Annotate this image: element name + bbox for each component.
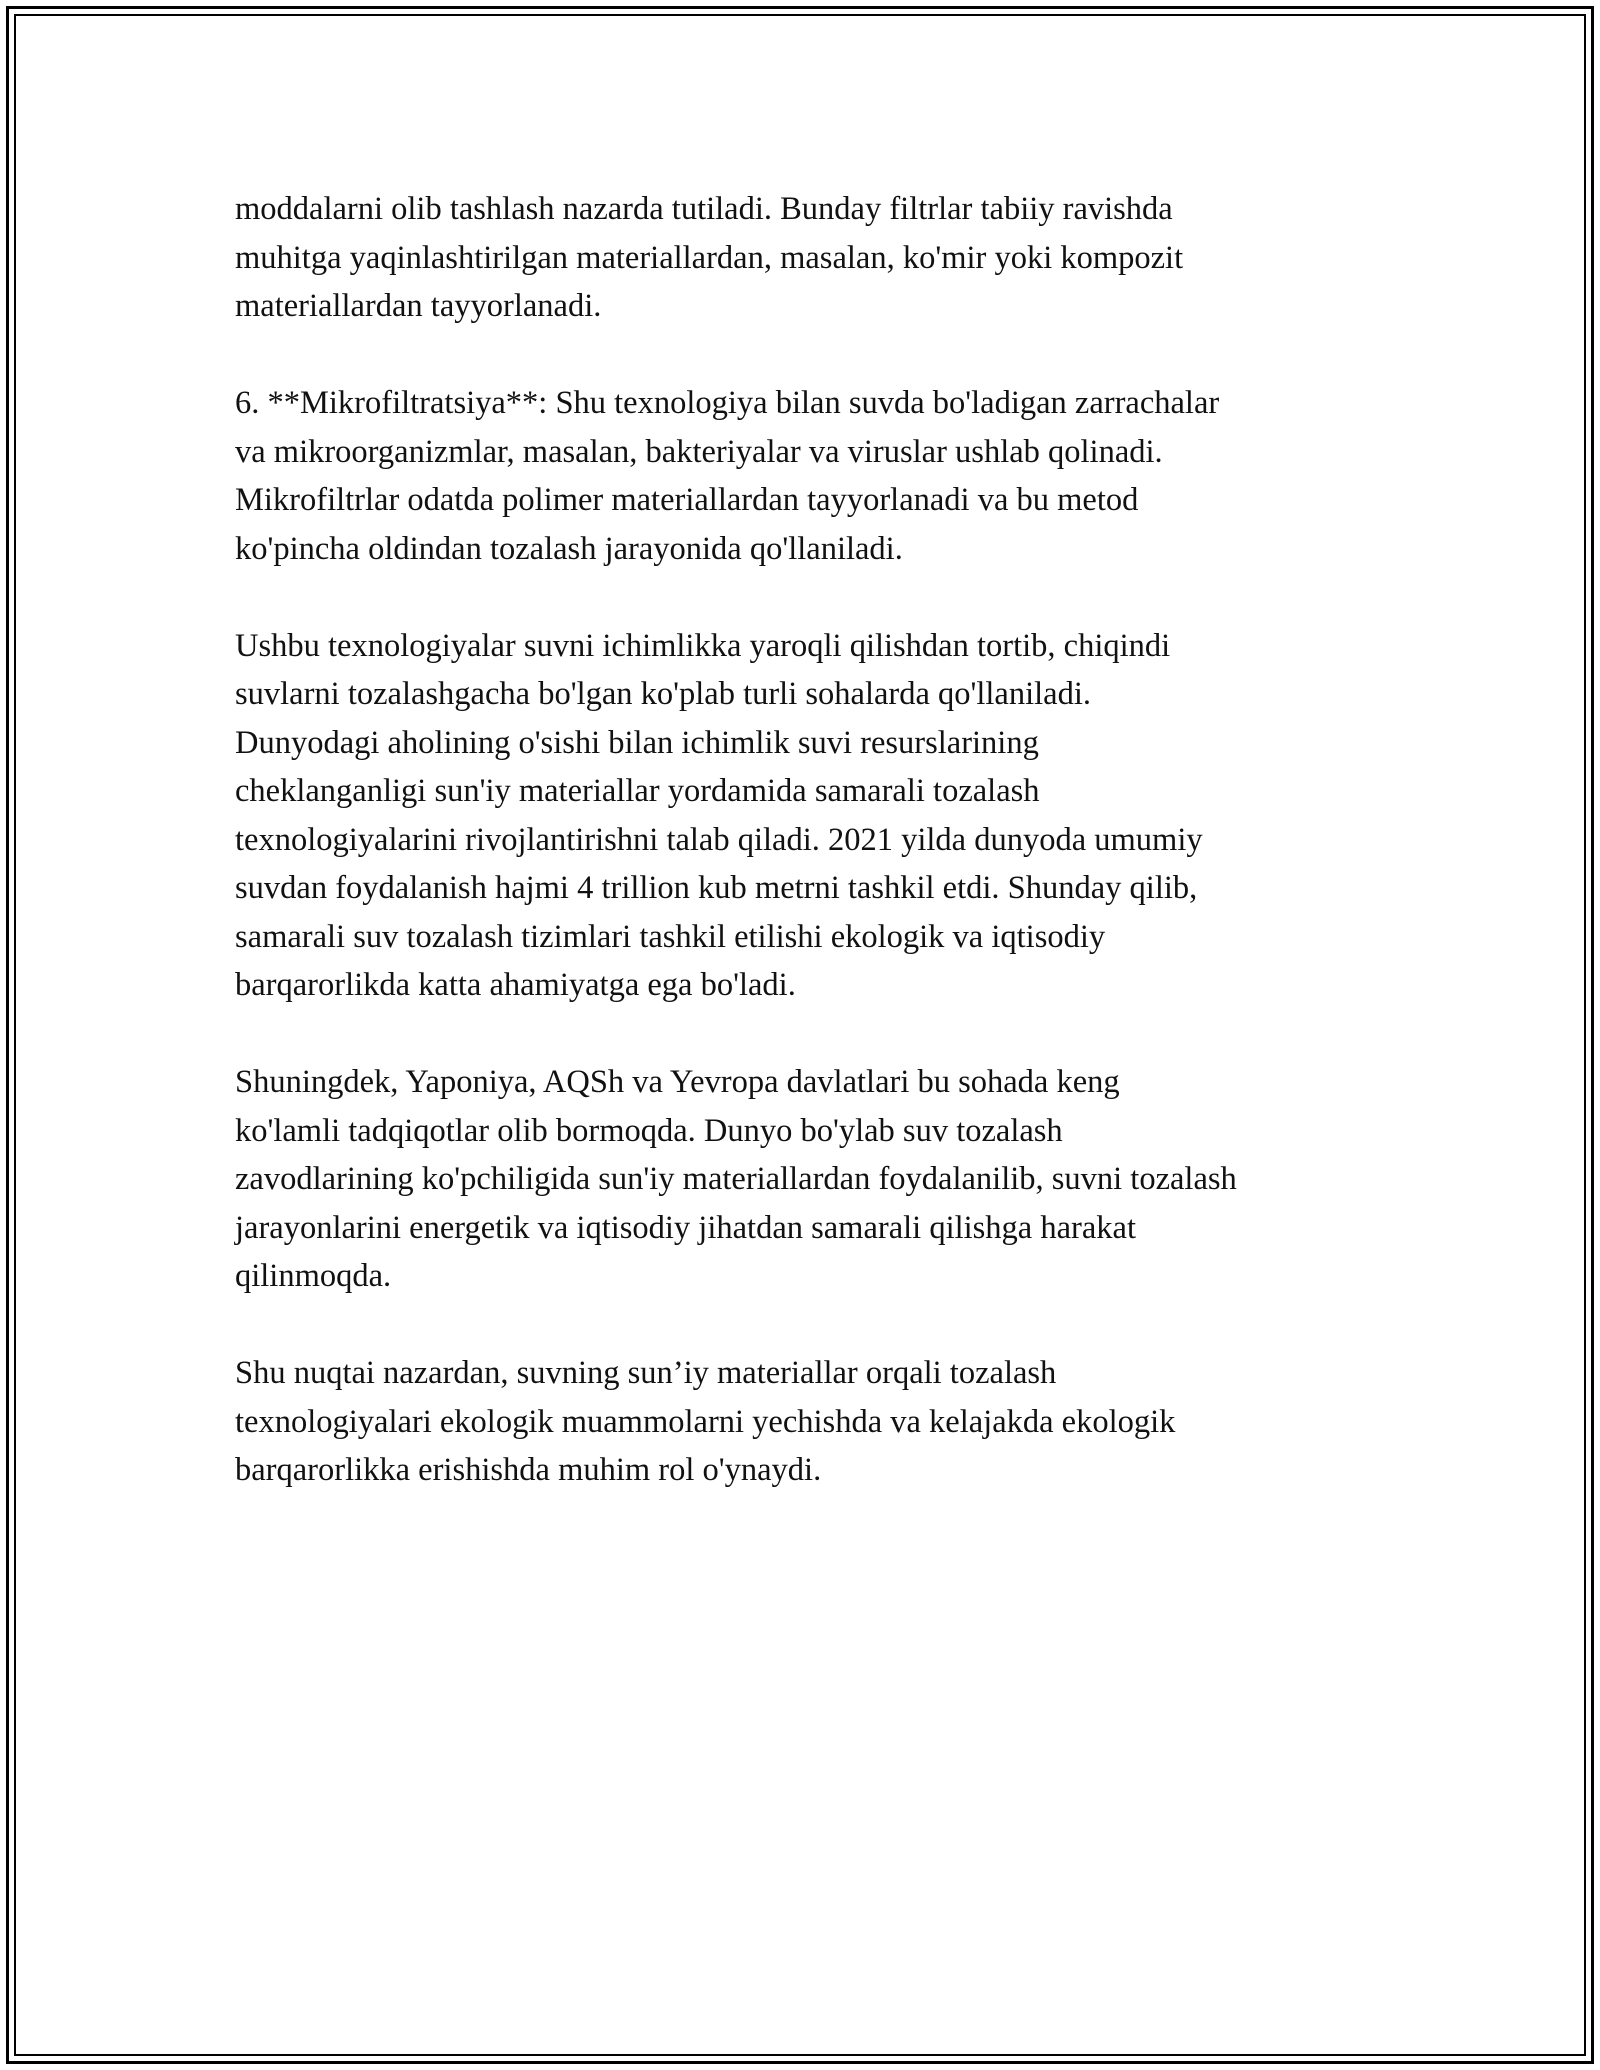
text-line: cheklanganligi sun'iy materiallar yordamida samarali tozalash xyxy=(235,773,1040,809)
text-line: Shuningdek, Yaponiya, AQSh va Yevropa davlatlari bu sohada keng xyxy=(235,1064,1120,1100)
text-line: zavodlarining ko'pchiligida sun'iy materiallardan foydalanilib, suvni tozalash xyxy=(235,1161,1237,1197)
document-body xyxy=(235,185,1385,1543)
text-line: barqarorlikda katta ahamiyatga ega bo'ladi. xyxy=(235,967,796,1003)
text-line: 6. **Mikrofiltratsiya**: Shu texnologiya bilan suvda bo'ladigan zarrachalar xyxy=(235,385,1220,421)
text-line: suvdan foydalanish hajmi 4 trillion kub metrni tashkil etdi. Shunday qilib, xyxy=(235,870,1198,906)
text-line: ko'pincha oldindan tozalash jarayonida qo'llaniladi. xyxy=(235,530,903,567)
paragraph-applications xyxy=(235,622,1385,1010)
text-line: suvlarni tozalashgacha bo'lgan ko'plab turli sohalarda qo'llaniladi. xyxy=(235,676,1091,712)
text-line: ko'lamli tadqiqotlar olib bormoqda. Dunyo bo'ylab suv tozalash xyxy=(235,1112,1063,1149)
text-line: jarayonlarini energetik va iqtisodiy jihatdan samarali qilishga harakat xyxy=(235,1209,1136,1246)
text-line: Mikrofiltrlar odatda polimer materiallardan tayyorlanadi va bu metod xyxy=(235,482,1139,518)
text-line: qilinmoqda. xyxy=(235,1258,392,1294)
text-line: va mikroorganizmlar, masalan, bakteriyalar va viruslar ushlab qolinadi. xyxy=(235,433,1163,470)
text-line: texnologiyalarini rivojlantirishni talab qiladi. 2021 yilda dunyoda umumiy xyxy=(235,821,1203,858)
text-line: materiallardan tayyorlanadi. xyxy=(235,288,602,324)
text-line: Shu nuqtai nazardan, suvning sun’iy materiallar orqali tozalash xyxy=(235,1355,1057,1391)
paragraph-microfiltration xyxy=(235,379,1385,573)
paragraph-international-research xyxy=(235,1058,1385,1301)
text-line: barqarorlikka erishishda muhim rol o'ynaydi. xyxy=(235,1452,822,1488)
text-line: muhitga yaqinlashtirilgan materiallardan, masalan, ko'mir yoki kompozit xyxy=(235,239,1184,276)
text-line: texnologiyalari ekologik muammolarni yechishda va kelajakda ekologik xyxy=(235,1403,1176,1440)
paragraph-conclusion xyxy=(235,1349,1385,1495)
text-line: samarali suv tozalash tizimlari tashkil etilishi ekologik va iqtisodiy xyxy=(235,918,1106,955)
text-line: moddalarni olib tashlash nazarda tutiladi. Bunday filtrlar tabiiy ravishda xyxy=(235,191,1173,227)
text-line: Dunyodagi aholining o'sishi bilan ichimlik suvi resurslarining xyxy=(235,724,1039,761)
paragraph-filters-ending xyxy=(235,185,1385,331)
text-line: Ushbu texnologiyalar suvni ichimlikka yaroqli qilishdan tortib, chiqindi xyxy=(235,627,1171,664)
